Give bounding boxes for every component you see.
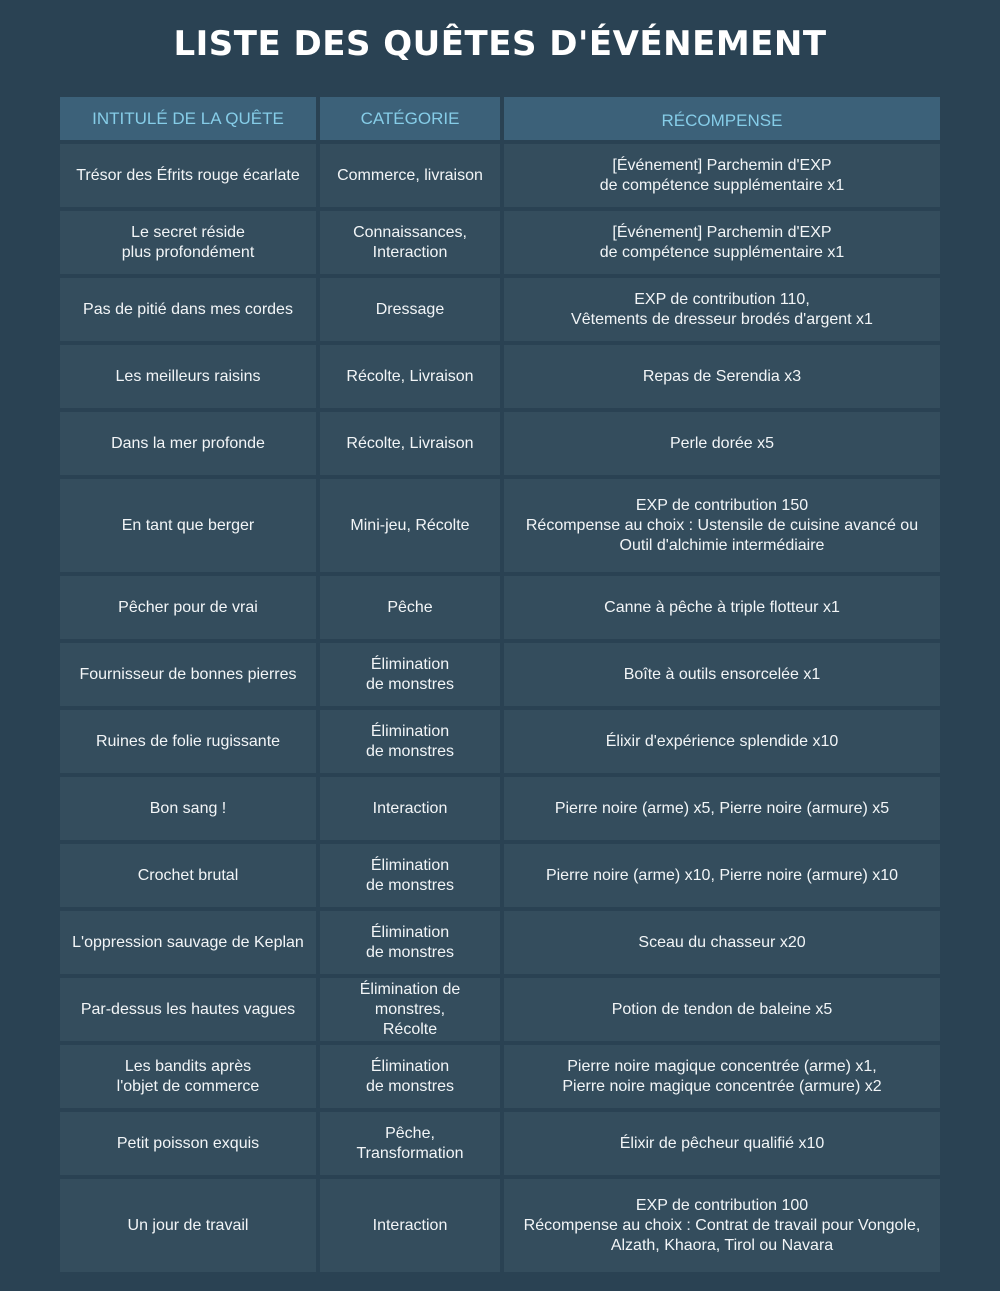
quest-category-cell: Récolte, Livraison — [320, 412, 500, 475]
quest-category-cell: Élimination de monstres — [320, 643, 500, 706]
quest-name-cell: Crochet brutal — [60, 844, 316, 907]
quest-category-cell: Connaissances, Interaction — [320, 211, 500, 274]
quest-reward-cell: Pierre noire (arme) x10, Pierre noire (armure) x10 — [504, 844, 940, 907]
quest-reward-cell: Élixir de pêcheur qualifié x10 — [504, 1112, 940, 1175]
quest-category-cell: Pêche — [320, 576, 500, 639]
quest-name-cell: Les meilleurs raisins — [60, 345, 316, 408]
quest-name-cell: Dans la mer profonde — [60, 412, 316, 475]
quest-reward-cell: EXP de contribution 150 Récompense au choix : Ustensile de cuisine avancé ou Outil d'alchimie intermédiaire — [504, 479, 940, 572]
quest-reward-cell: [Événement] Parchemin d'EXP de compétence supplémentaire x1 — [504, 144, 940, 207]
quest-category-cell: Interaction — [320, 777, 500, 840]
quest-reward-cell: Pierre noire magique concentrée (arme) x1, Pierre noire magique concentrée (armure) x2 — [504, 1045, 940, 1108]
quest-category-cell: Élimination de monstres — [320, 844, 500, 907]
quest-category-cell: Interaction — [320, 1179, 500, 1272]
header-reward: RÉCOMPENSE — [504, 97, 940, 140]
quest-name-cell: L'oppression sauvage de Keplan — [60, 911, 316, 974]
quest-name-cell: Ruines de folie rugissante — [60, 710, 316, 773]
quest-category-cell: Dressage — [320, 278, 500, 341]
quest-name-cell: Pêcher pour de vrai — [60, 576, 316, 639]
quest-reward-cell: EXP de contribution 100 Récompense au choix : Contrat de travail pour Vongole, Alzath, Khaora, Tirol ou Navara — [504, 1179, 940, 1272]
quest-name-cell: Fournisseur de bonnes pierres — [60, 643, 316, 706]
quest-name-cell: Trésor des Éfrits rouge écarlate — [60, 144, 316, 207]
quest-reward-cell: [Événement] Parchemin d'EXP de compétence supplémentaire x1 — [504, 211, 940, 274]
header-quest-name: INTITULÉ DE LA QUÊTE — [60, 97, 316, 140]
quest-name-cell: Le secret réside plus profondément — [60, 211, 316, 274]
quest-category-cell: Commerce, livraison — [320, 144, 500, 207]
quest-name-cell: Petit poisson exquis — [60, 1112, 316, 1175]
quest-reward-cell: Pierre noire (arme) x5, Pierre noire (armure) x5 — [504, 777, 940, 840]
quest-name-cell: En tant que berger — [60, 479, 316, 572]
quest-reward-cell: Perle dorée x5 — [504, 412, 940, 475]
quest-table — [60, 97, 940, 1276]
quest-reward-cell: Potion de tendon de baleine x5 — [504, 978, 940, 1041]
quest-category-cell: Pêche, Transformation — [320, 1112, 500, 1175]
quest-category-cell: Élimination de monstres — [320, 911, 500, 974]
quest-reward-cell: Canne à pêche à triple flotteur x1 — [504, 576, 940, 639]
quest-category-cell: Mini-jeu, Récolte — [320, 479, 500, 572]
quest-name-cell: Par-dessus les hautes vagues — [60, 978, 316, 1041]
quest-reward-cell: Repas de Serendia x3 — [504, 345, 940, 408]
page-title: LISTE DES QUÊTES D'ÉVÉNEMENT — [173, 24, 827, 64]
quest-category-cell: Récolte, Livraison — [320, 345, 500, 408]
quest-category-cell: Élimination de monstres — [320, 710, 500, 773]
quest-reward-cell: Boîte à outils ensorcelée x1 — [504, 643, 940, 706]
quest-category-cell: Élimination de monstres — [320, 1045, 500, 1108]
header-category: CATÉGORIE — [320, 97, 500, 140]
quest-reward-cell: Sceau du chasseur x20 — [504, 911, 940, 974]
quest-reward-cell: EXP de contribution 110, Vêtements de dresseur brodés d'argent x1 — [504, 278, 940, 341]
quest-name-cell: Bon sang ! — [60, 777, 316, 840]
quest-name-cell: Les bandits après l'objet de commerce — [60, 1045, 316, 1108]
quest-category-cell: Élimination de monstres, Récolte — [320, 978, 500, 1041]
quest-name-cell: Pas de pitié dans mes cordes — [60, 278, 316, 341]
quest-name-cell: Un jour de travail — [60, 1179, 316, 1272]
quest-reward-cell: Élixir d'expérience splendide x10 — [504, 710, 940, 773]
